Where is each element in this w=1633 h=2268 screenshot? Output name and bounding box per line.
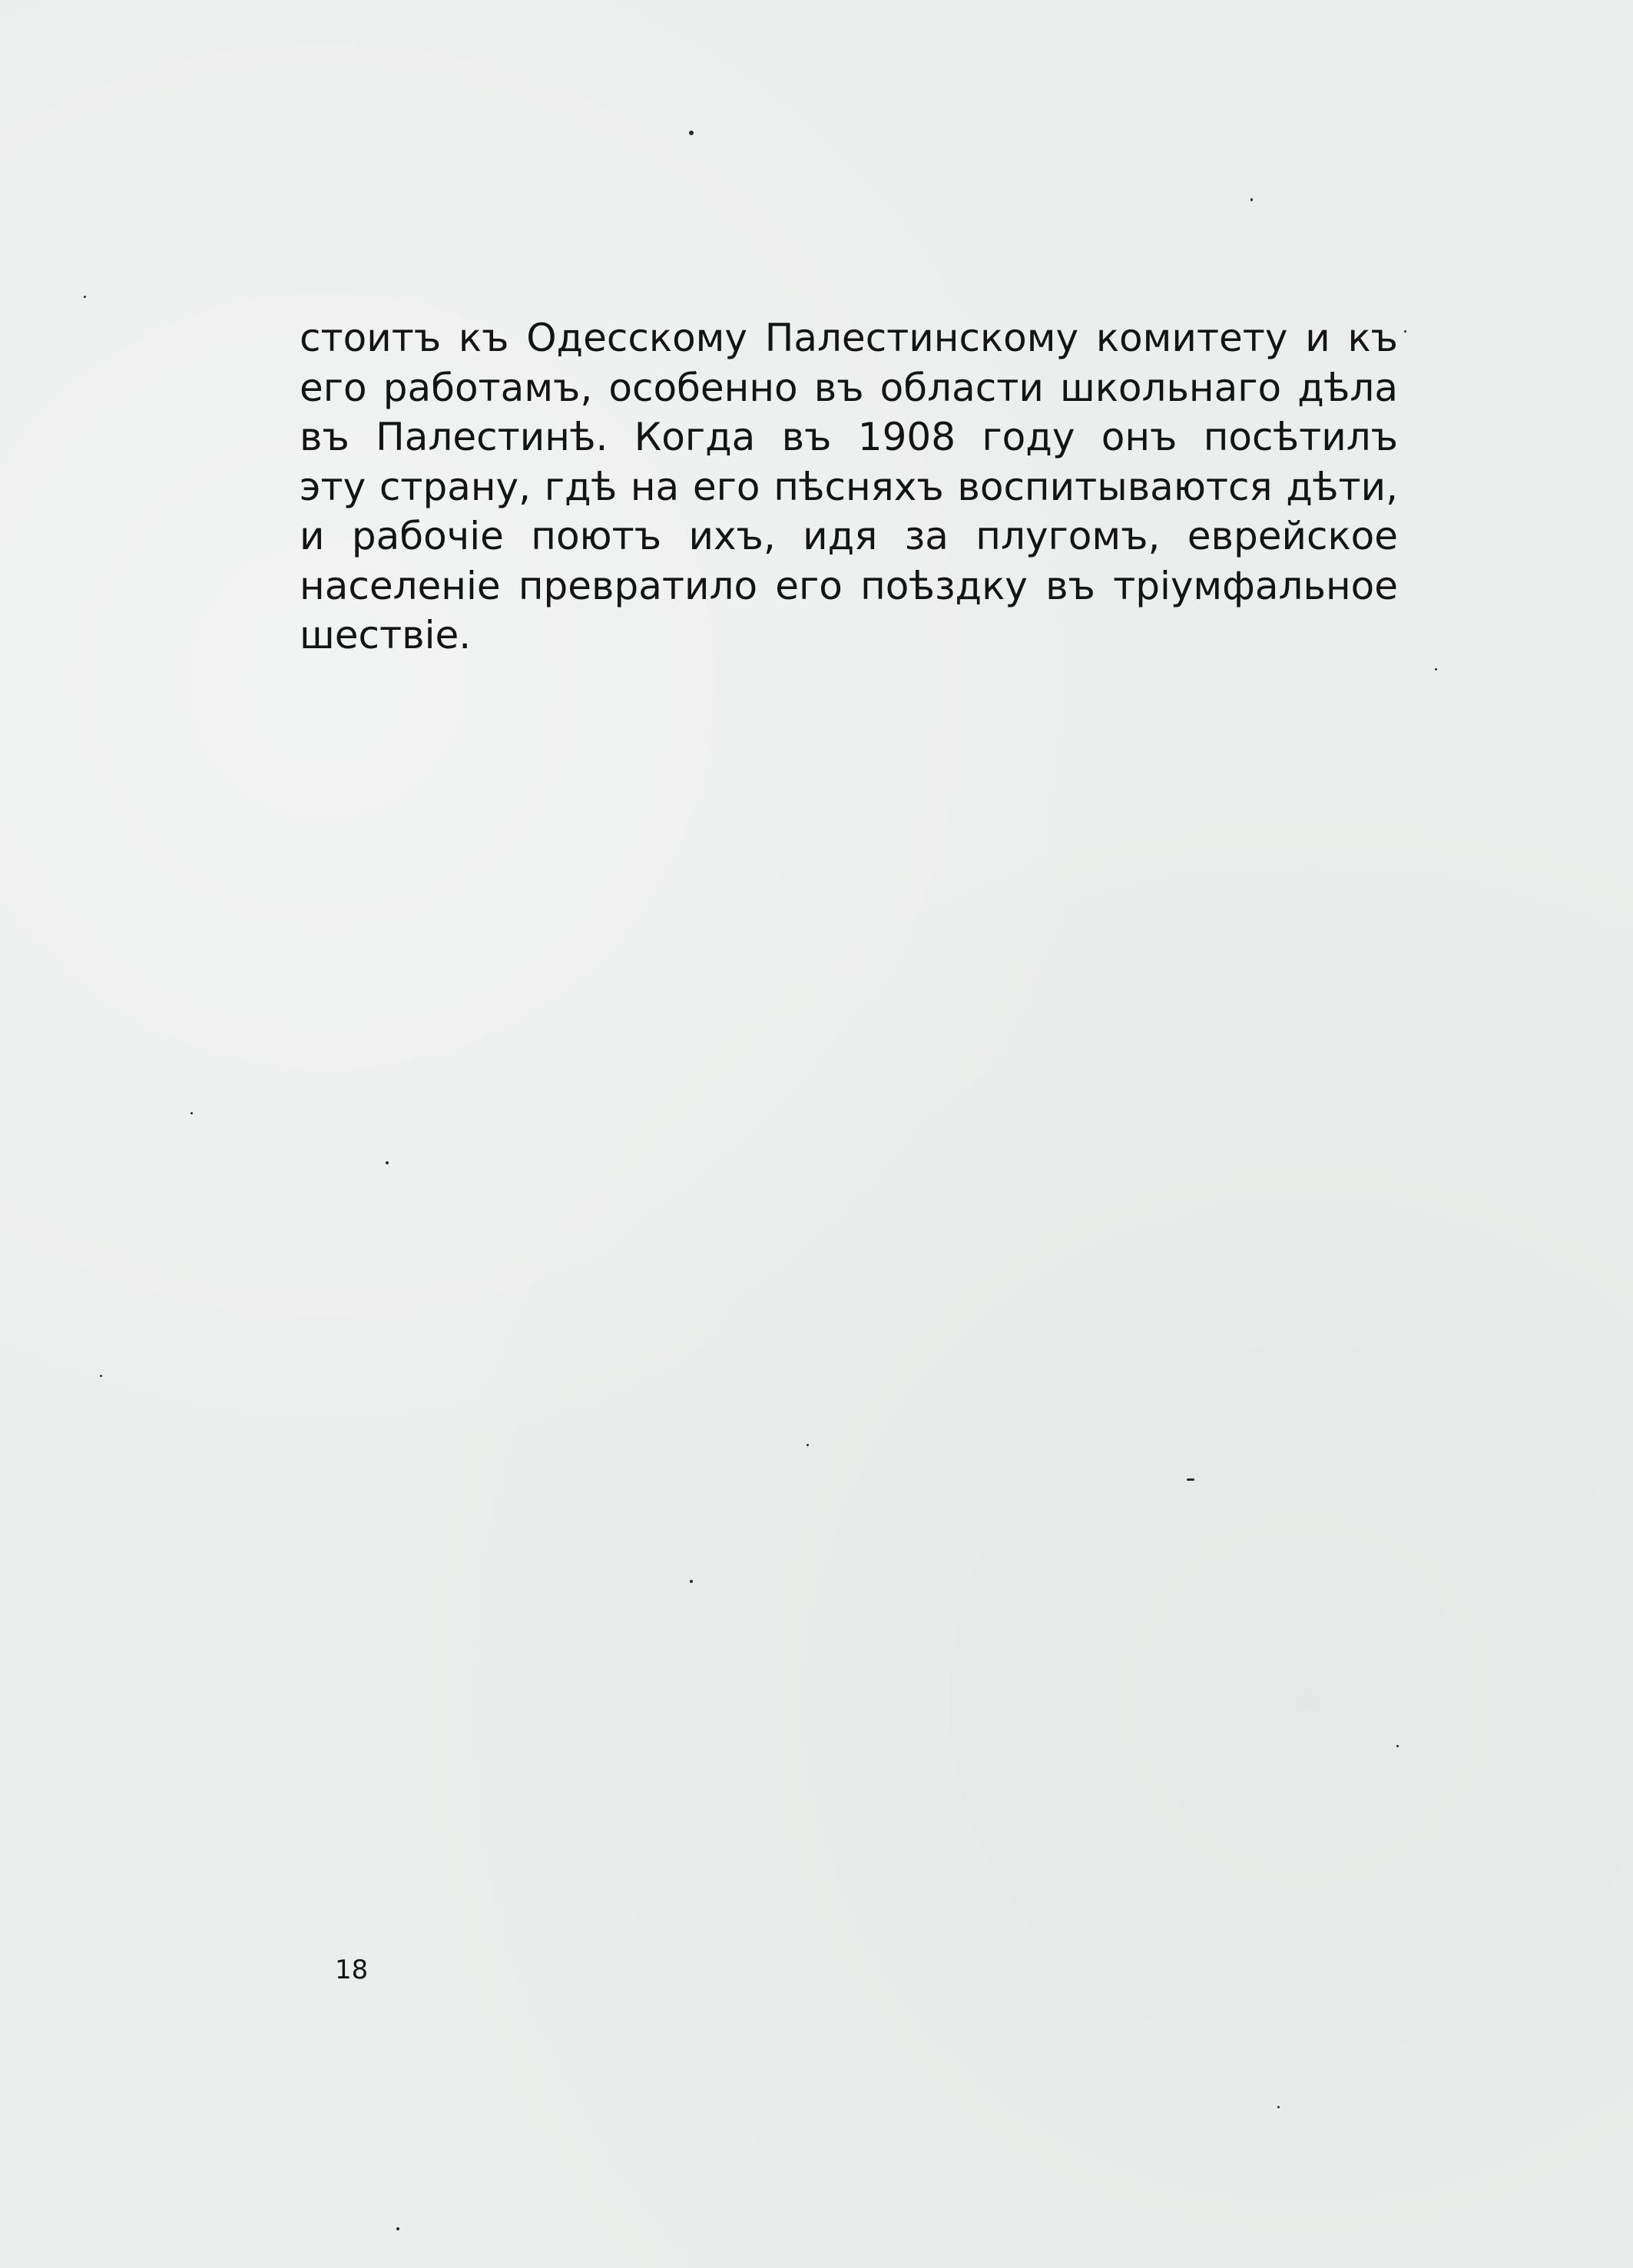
paper-speck: [100, 1375, 102, 1377]
paper-speck: [1187, 1478, 1194, 1481]
paper-speck: [396, 2227, 399, 2230]
text-line-2: его работамъ, особенно въ области школьнаго дѣла: [300, 365, 1398, 410]
paper-speck: [1250, 198, 1253, 201]
paper-speck: [690, 1580, 693, 1583]
paper-speck: [1396, 1745, 1399, 1747]
text-line-1: стоитъ къ Одесскому Палестинскому комитету и къ: [300, 316, 1398, 360]
paper-speck: [1435, 668, 1437, 670]
paper-speck: [1404, 330, 1406, 333]
text-line-6: населеніе превратило его поѣздку въ тріумфальное: [300, 563, 1398, 608]
paper-speck: [689, 131, 694, 135]
paper-speck: [84, 296, 86, 298]
body-paragraph: [300, 313, 1398, 661]
paper-speck: [386, 1161, 389, 1164]
page-number: 18: [335, 1955, 369, 1985]
text-line-4: эту страну, гдѣ на его пѣсняхъ воспитываются дѣти,: [300, 464, 1398, 509]
text-line-7: шествіе.: [300, 613, 472, 657]
text-line-5: и рабочіе поютъ ихъ, идя за плугомъ, еврейское: [300, 514, 1398, 558]
text-line-3: въ Палестинѣ. Когда въ 1908 году онъ посѣтилъ: [300, 415, 1398, 459]
paper-speck: [190, 1112, 193, 1114]
paper-speck: [807, 1444, 809, 1446]
paper-speck: [1277, 2106, 1280, 2108]
